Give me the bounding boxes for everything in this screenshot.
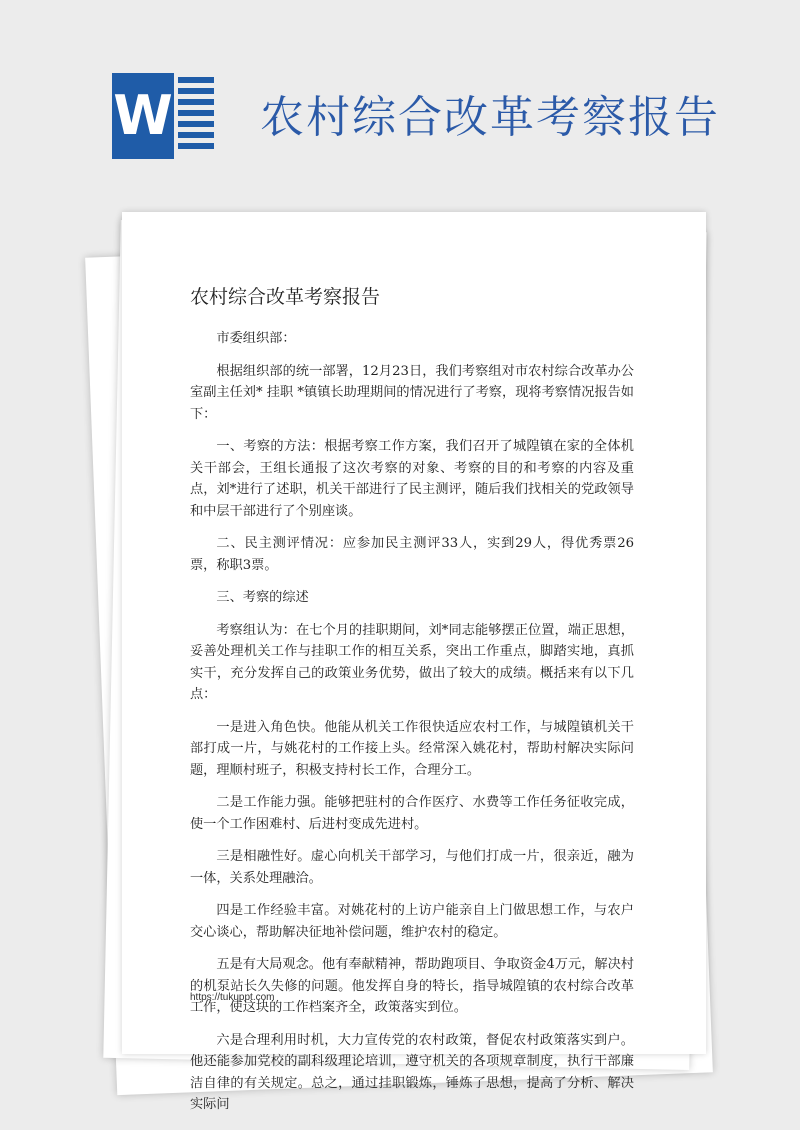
paragraph: 二是工作能力强。能够把驻村的合作医疗、水费等工作任务征收完成，使一个工作困难村、后进村变成先进村。 [190,795,634,832]
paragraph: 一、考察的方法：根据考察工作方案，我们召开了城隍镇在家的全体机关干部会，王组长通报了这次考察的对象、考察的目的和考察的内容及重点，刘*进行了述职，机关干部进行了民主测评，随后我们找相关的党政领导和中层干部进行了个别座谈。 [190,439,634,519]
document-page [122,212,706,1112]
header-title: 农村综合改革考察报告 [260,92,720,143]
paragraph: 根据组织部的统一部署，12月23日，我们考察组对市农村综合改革办公室副主任刘* 挂职 *镇镇长助理期间的情况进行了考察，现将考察情况报告如下： [190,363,634,422]
document-body [190,328,634,1127]
paragraph: 二、民主测评情况：应参加民主测评33人，实到29人，得优秀票26票，称职3票。 [190,536,634,573]
paragraph: 考察组认为：在七个月的挂职期间，刘*同志能够摆正位置，端正思想，妥善处理机关工作与挂职工作的相互关系，突出工作重点，脚踏实地，真抓实干，充分发挥自己的政策业务优势，做出了较大的成绩。概括来有以下几点： [190,622,634,702]
paragraph: 五是有大局观念。他有奉献精神，帮助跑项目、争取资金4万元，解决村的机泵站长久失修的问题。他发挥自身的特长，指导城隍镇的农村综合改革工作，使这块的工作档案齐全，政策落实到位。 [190,957,634,1015]
word-letter-badge: W [112,73,174,159]
document-lines-icon [178,77,214,155]
paragraph: 一是进入角色快。他能从机关工作很快适应农村工作，与城隍镇机关干部打成一片，与姚花村的工作接上头。经常深入姚花村，帮助村解决实际问题，理顺村班子，积极支持村长工作，合理分工。 [190,719,634,778]
paragraph: 三是相融性好。虚心向机关干部学习，与他们打成一片，很亲近，融为一体，关系处理融洽。 [190,849,634,886]
word-doc-icon [112,73,214,159]
paragraph: 四是工作经验丰富。对姚花村的上访户能亲自上门做思想工作，与农户交心谈心，帮助解决征地补偿问题，维护农村的稳定。 [190,903,634,940]
document-title: 农村综合改革考察报告 [190,286,381,308]
footer-url: https://tukuppt.com [190,992,275,1003]
paragraph: 六是合理利用时机，大力宣传党的农村政策，督促农村政策落实到户。他还能参加党校的副科级理论培训，遵守机关的各项规章制度，执行干部廉洁自律的有关规定。总之，通过挂职锻炼，锤炼了思想，提高了分析、解决实际问 [190,1032,634,1112]
section-heading: 三、考察的综述 [216,590,309,605]
paragraph-salutation: 市委组织部： [216,331,296,346]
